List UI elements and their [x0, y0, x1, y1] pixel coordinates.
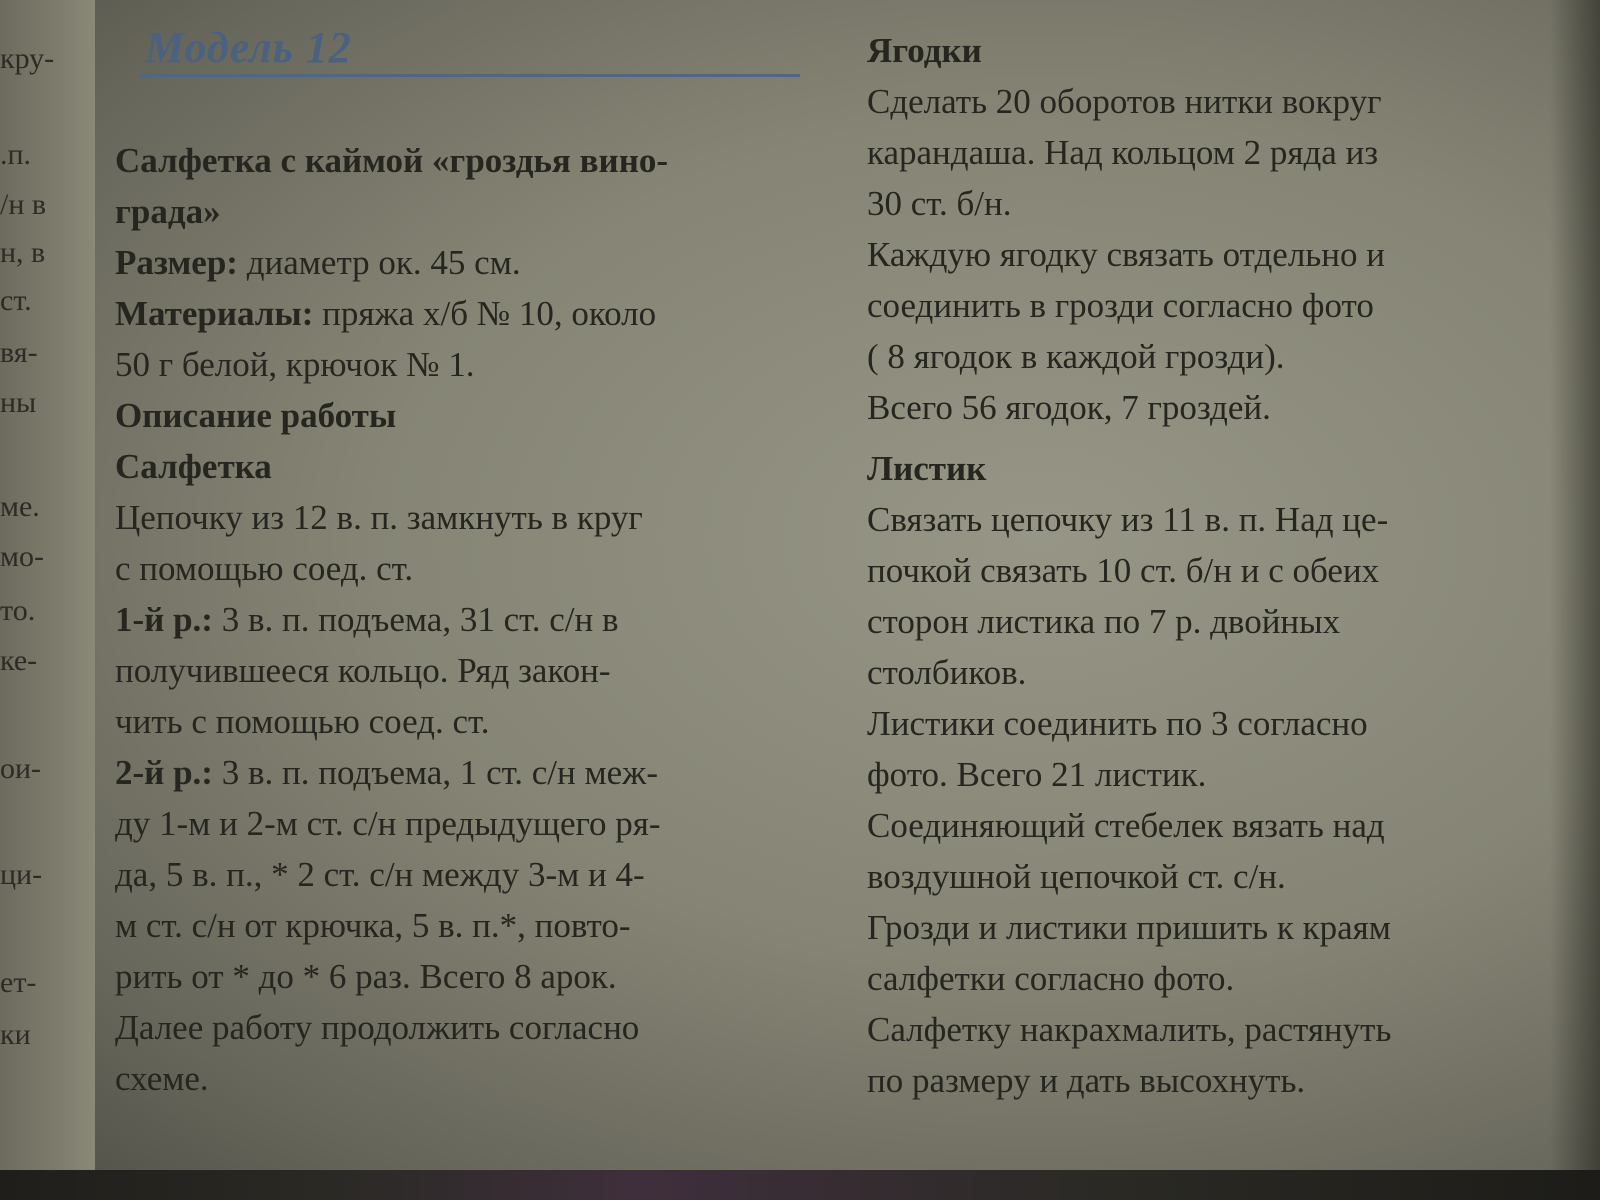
edge-fragment: кру- [0, 42, 55, 75]
edge-fragment: ет- [0, 966, 37, 999]
each-berry-line: соединить в грозди согласно фото [867, 286, 1374, 325]
napkin-title-line: Салфетка с каймой «гроздья вино- [115, 141, 669, 180]
next-page-edge [0, 1170, 1600, 1200]
edge-fragment: ме. [0, 490, 40, 523]
size-value: диаметр ок. 45 см. [237, 243, 521, 282]
title-underline [140, 74, 800, 77]
materials-line: 50 г белой, крючок № 1. [115, 345, 475, 384]
row2-line: м ст. с/н от крючка, 5 в. п.*, повто- [115, 906, 631, 945]
leaf-line: Связать цепочку из 11 в. п. Над це- [867, 500, 1389, 539]
edge-fragment: ке- [0, 644, 38, 677]
spacer [867, 433, 1547, 443]
row2-line: рить от * до * 6 раз. Всего 8 арок. [115, 957, 617, 996]
chain-line: с помощью соед. ст. [115, 549, 414, 588]
berries-heading: Ягодки [867, 31, 982, 70]
right-column [867, 25, 1547, 1106]
size-label: Размер: [115, 243, 238, 282]
join-leaves-line: Листики соединить по 3 согласно [867, 704, 1368, 743]
edge-fragment: ои- [0, 752, 42, 785]
edge-fragment: ны [0, 386, 37, 419]
row2-text: 3 в. п. подъема, 1 ст. с/н меж- [212, 753, 659, 792]
berries-line: 30 ст. б/н. [867, 184, 1012, 223]
leaf-line: почкой связать 10 ст. б/н и с обеих [867, 551, 1380, 590]
model-title: Модель 12 [145, 23, 352, 72]
starch-line: Салфетку накрахмалить, растянуть [867, 1010, 1392, 1049]
left-column [115, 135, 815, 1104]
edge-fragment: /н в [0, 188, 47, 221]
size-line [115, 237, 815, 288]
row1-text: 3 в. п. подъема, 31 ст. с/н в [212, 600, 619, 639]
napkin-heading: Салфетка [115, 447, 272, 486]
berries-line: карандаша. Над кольцом 2 ряда из [867, 133, 1379, 172]
edge-fragment: ст. [0, 284, 32, 317]
edge-fragment: ци- [0, 858, 43, 891]
materials-value: пряжа х/б № 10, около [313, 294, 657, 333]
total-berries-line: Всего 56 ягодок, 7 гроздей. [867, 388, 1271, 427]
row2-line [115, 747, 815, 798]
each-berry-line: Каждую ягодку связать отдельно и [867, 235, 1385, 274]
page-shadow [1550, 0, 1600, 1200]
edge-fragment: то. [0, 594, 36, 627]
previous-page-edge [0, 0, 95, 1200]
row1-line: чить с помощью соед. ст. [115, 702, 490, 741]
row2-line: ду 1-м и 2-м ст. с/н предыдущего ря- [115, 804, 661, 843]
stem-line: воздушной цепочкой ст. с/н. [867, 857, 1286, 896]
edge-fragment: .п. [0, 138, 32, 171]
row2-line: да, 5 в. п., * 2 ст. с/н между 3-м и 4- [115, 855, 645, 894]
edge-fragment: ки [0, 1018, 31, 1051]
row1-label: 1-й р.: [115, 600, 213, 639]
row1-line [115, 594, 815, 645]
edge-fragment: вя- [0, 336, 38, 369]
edge-fragment: н, в [0, 236, 46, 269]
row2-label: 2-й р.: [115, 753, 213, 792]
continue-line: Далее работу продолжить согласно [115, 1008, 640, 1047]
starch-line: по размеру и дать высохнуть. [867, 1061, 1306, 1100]
continue-line: схеме. [115, 1059, 209, 1098]
sew-line: салфетки согласно фото. [867, 959, 1235, 998]
berries-line: Сделать 20 оборотов нитки вокруг [867, 82, 1382, 121]
sew-line: Грозди и листики пришить к краям [867, 908, 1391, 947]
leaf-line: сторон листика по 7 р. двойных [867, 602, 1341, 641]
row1-line: получившееся кольцо. Ряд закон- [115, 651, 611, 690]
work-description-heading: Описание работы [115, 396, 397, 435]
leaf-heading: Листик [867, 449, 987, 488]
materials-line [115, 288, 815, 339]
chain-line: Цепочку из 12 в. п. замкнуть в круг [115, 498, 643, 537]
materials-label: Материалы: [115, 294, 314, 333]
napkin-title-line: града» [115, 192, 221, 231]
leaf-line: столбиков. [867, 653, 1027, 692]
each-berry-line: ( 8 ягодок в каждой грозди). [867, 337, 1285, 376]
stem-line: Соединяющий стебелек вязать над [867, 806, 1385, 845]
edge-fragment: мо- [0, 540, 44, 573]
join-leaves-line: фото. Всего 21 листик. [867, 755, 1207, 794]
